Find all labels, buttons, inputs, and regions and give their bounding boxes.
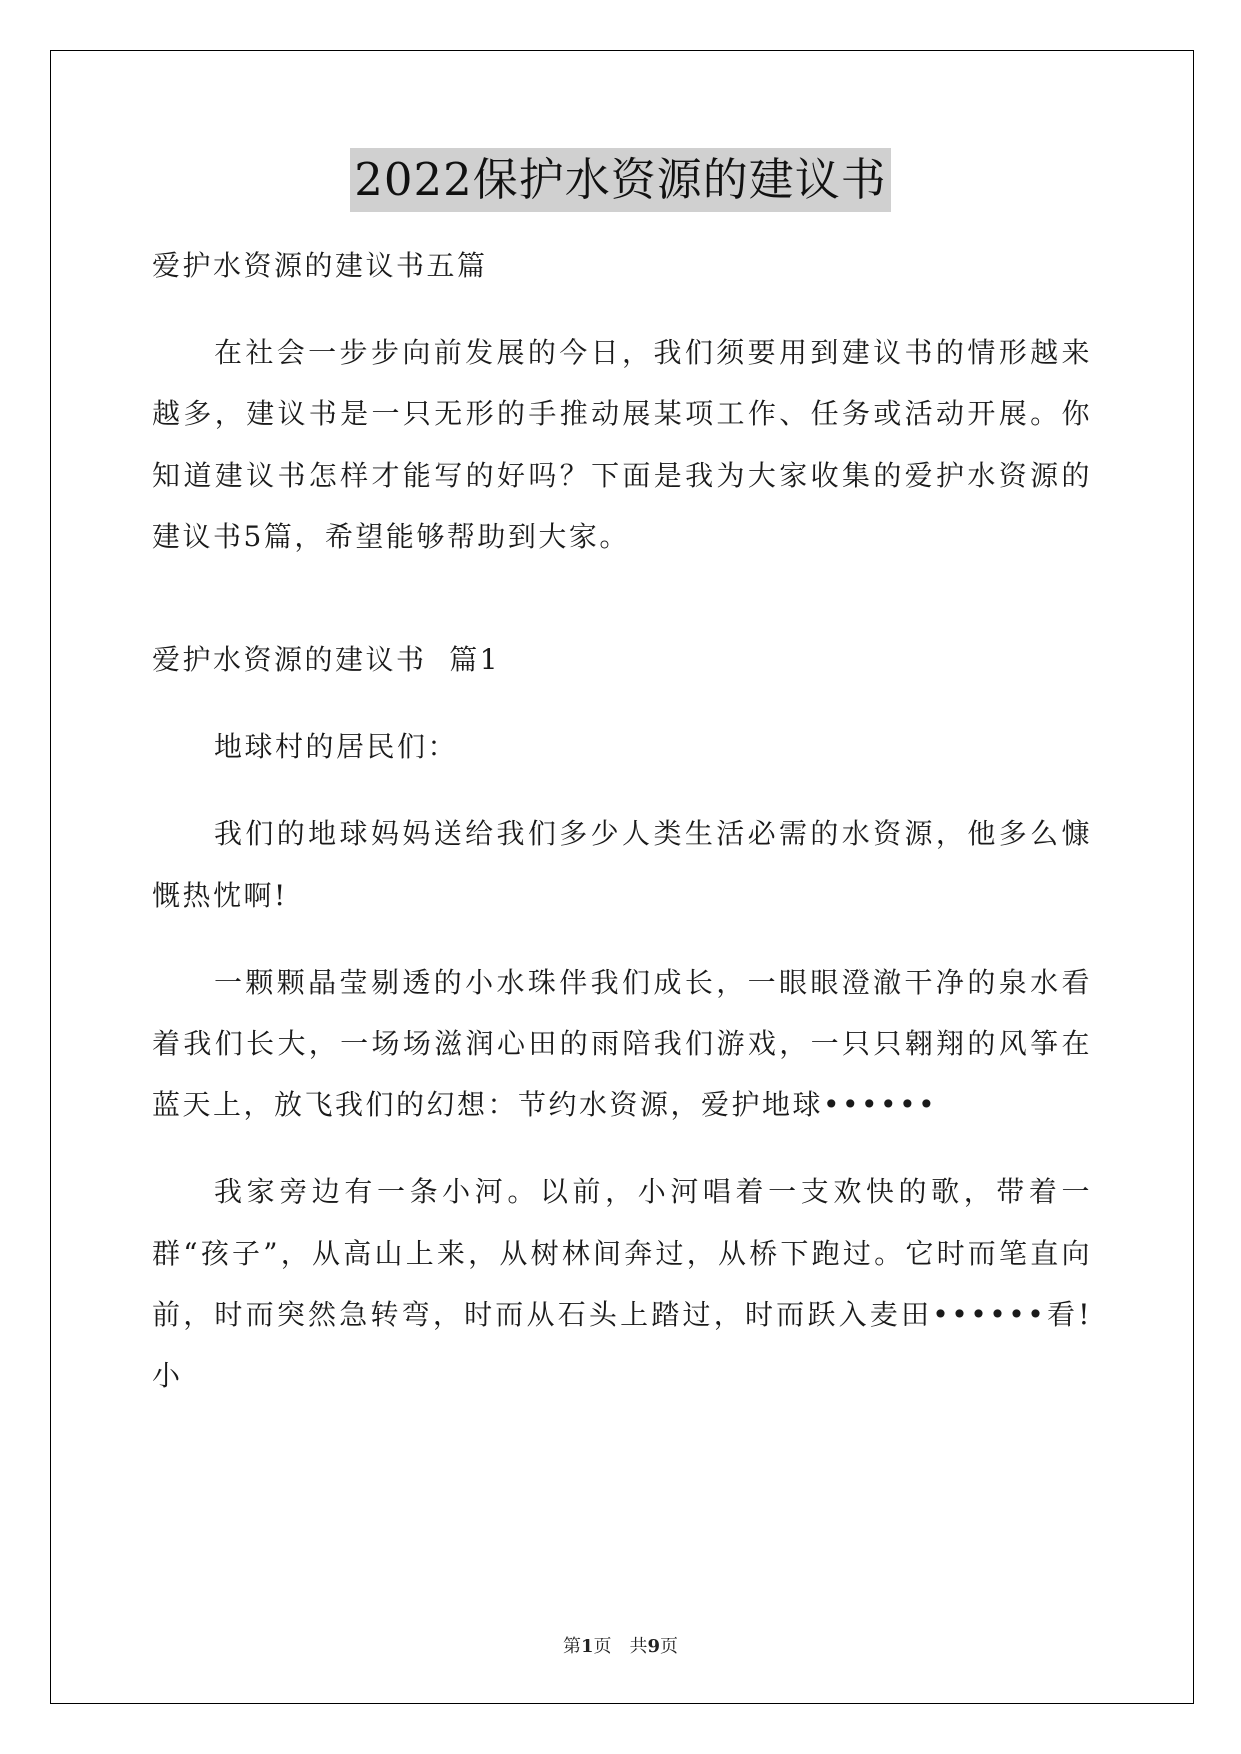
footer-page-suffix: 页 (660, 1636, 679, 1657)
spacer (152, 567, 1092, 629)
spacer (152, 296, 1092, 322)
spacer (152, 690, 1092, 716)
spacer (152, 926, 1092, 952)
body-paragraph: 一颗颗晶莹剔透的小水珠伴我们成长，一眼眼澄澈干净的泉水看着我们长大，一场场滋润心田的雨陪我们游戏，一只只翱翔的风筝在蓝天上，放飞我们的幻想：节约水资源，爱护地球•••••• (152, 965, 1092, 1122)
spacer (152, 777, 1092, 803)
body-paragraph: 我家旁边有一条小河。以前，小河唱着一支欢快的歌，带着一群“孩子”，从高山上来，从树林间奔过，从桥下跑过。它时而笔直向前，时而突然急转弯，时而从石头上踏过，时而跃入麦田••••••看!小 (152, 1175, 1092, 1393)
footer-page-mid: 页 共 (593, 1636, 648, 1657)
footer-page-prefix: 第 (562, 1636, 581, 1657)
document-body (152, 235, 1092, 1406)
page-footer (0, 1636, 1241, 1658)
greeting-paragraph: 地球村的居民们： (214, 730, 459, 764)
intro-paragraph: 在社会一步步向前发展的今日，我们须要用到建议书的情形越来越多，建议书是一只无形的手推动展某项工作、任务或活动开展。你知道建议书怎样才能写的好吗？下面是我为大家收集的爱护水资源的建议书5篇，希望能够帮助到大家。 (152, 336, 1092, 553)
section-heading: 爱护水资源的建议书 篇1 (152, 643, 501, 677)
body-paragraph: 我们的地球妈妈送给我们多少人类生活必需的水资源，他多么慷慨热忱啊! (152, 817, 1092, 912)
spacer (152, 1135, 1092, 1161)
footer-page-total: 9 (647, 1636, 661, 1657)
title-container (0, 148, 1241, 212)
document-subtitle: 爱护水资源的建议书五篇 (152, 249, 488, 282)
document-title: 2022保护水资源的建议书 (350, 148, 891, 212)
footer-page-current: 1 (580, 1636, 594, 1657)
